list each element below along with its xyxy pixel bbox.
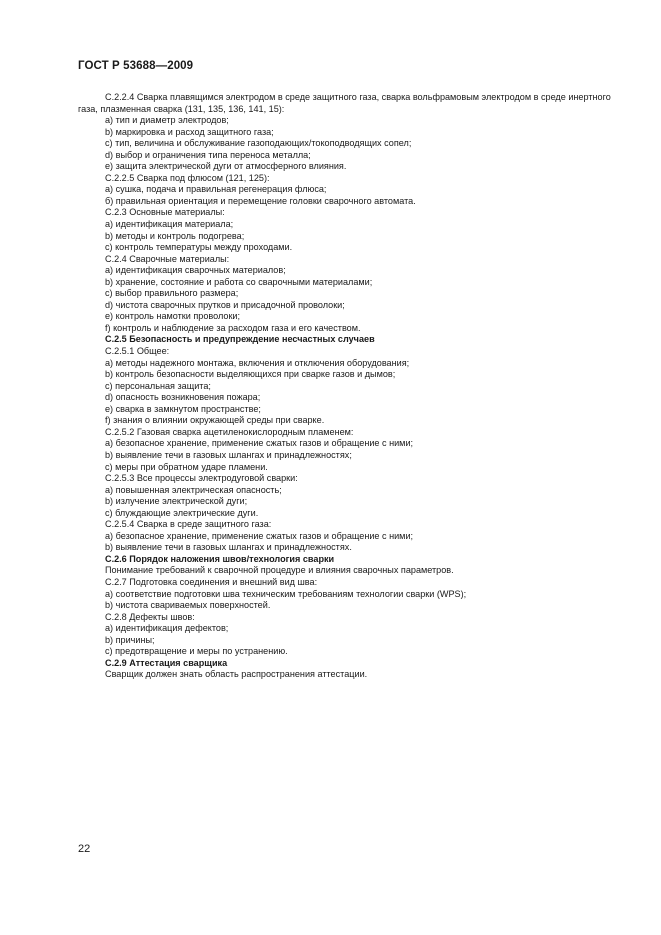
text-line: b) хранение, состояние и работа со сварочными материалами; — [105, 276, 373, 287]
text-line: d) выбор и ограничения типа переноса металла; — [105, 149, 311, 160]
text-line: e) защита электрической дуги от атмосферного влияния. — [105, 161, 347, 172]
text-line: C.2.5.2 Газовая сварка ацетиленокислородным пламенем: — [105, 426, 354, 437]
text-line: c) блуждающие электрические дуги. — [105, 507, 259, 518]
text-line: a) безопасное хранение, применение сжатых газов и обращение с ними; — [105, 438, 414, 449]
section-heading: C.2.6 Порядок наложения швов/технология сварки — [105, 553, 335, 564]
text-line: b) контроль безопасности выделяющихся при сварке газов и дымов; — [105, 369, 396, 380]
text-line: e) контроль намотки проволоки; — [105, 311, 241, 322]
text-line: Сварщик должен знать область распространения аттестации. — [105, 669, 368, 680]
section-heading: C.2.9 Аттестация сварщика — [105, 657, 228, 668]
text-line: б) правильная ориентация и перемещение головки сварочного автомата. — [105, 195, 416, 206]
text-line: a) идентификация материала; — [105, 219, 234, 230]
text-line: f) знания о влиянии окружающей среды при сварке. — [105, 415, 325, 426]
text-line: b) методы и контроль подогрева; — [105, 230, 245, 241]
text-line: b) выявление течи в газовых шлангах и принадлежностях; — [105, 449, 352, 460]
text-line: C.2.5.3 Все процессы электродуговой сварки: — [105, 473, 298, 484]
text-line: a) безопасное хранение, применение сжатых газов и обращение с ними; — [105, 530, 414, 541]
text-line: b) маркировка и расход защитного газа; — [105, 126, 274, 137]
text-line: c) тип, величина и обслуживание газоподающих/токоподводящих сопел; — [105, 138, 412, 149]
text-line: b) причины; — [105, 634, 155, 645]
text-line: c) выбор правильного размера; — [105, 288, 239, 299]
text-line: a) методы надежного монтажа, включения и отключения оборудования; — [105, 357, 410, 368]
text-line: C.2.3 Основные материалы: — [105, 207, 225, 218]
section-heading: C.2.5 Безопасность и предупреждение несчастных случаев — [105, 334, 375, 345]
text-line: C.2.4 Сварочные материалы: — [105, 253, 230, 264]
text-line: Понимание требований к сварочной процедуре и влияния сварочных параметров. — [105, 565, 454, 576]
text-line: C.2.8 Дефекты швов: — [105, 611, 195, 622]
text-line: c) персональная защита; — [105, 380, 211, 391]
text-line: a) соответствие подготовки шва техническим требованиям технологии сварки (WPS); — [105, 588, 467, 599]
text-line: C.2.2.5 Сварка под флюсом (121, 125): — [105, 172, 270, 183]
document-header: ГОСТ Р 53688—2009 — [78, 60, 194, 72]
text-line: d) опасность возникновения пожара; — [105, 392, 261, 403]
text-line: C.2.5.4 Сварка в среде защитного газа: — [105, 519, 272, 530]
text-line: c) меры при обратном ударе пламени. — [105, 461, 268, 472]
document-body — [78, 92, 617, 681]
page-number: 22 — [78, 843, 91, 855]
text-line: b) чистота свариваемых поверхностей. — [105, 600, 271, 611]
text-line: a) повышенная электрическая опасность; — [105, 484, 282, 495]
text-line: C.2.7 Подготовка соединения и внешний вид шва: — [105, 576, 318, 587]
text-line: b) выявление течи в газовых шлангах и принадлежностях. — [105, 542, 352, 553]
text-line: a) тип и диаметр электродов; — [105, 115, 229, 126]
text-line: a) идентификация сварочных материалов; — [105, 265, 286, 276]
text-line: C.2.5.1 Общее: — [105, 346, 170, 357]
text-line: c) контроль температуры между проходами. — [105, 242, 293, 253]
text-line: f) контроль и наблюдение за расходом газа и его качеством. — [105, 322, 361, 333]
text-line: b) излучение электрической дуги; — [105, 496, 248, 507]
text-line: c) предотвращение и меры по устранению. — [105, 646, 288, 657]
text-line: e) сварка в замкнутом пространстве; — [105, 403, 261, 414]
paragraph: C.2.2.4 Сварка плавящимся электродом в среде защитного газа, сварка вольфрамовым электродом в среде инертного газа, плазменная сварка (131, 135, 136, 141, 15): — [78, 92, 611, 114]
text-line: a) идентификация дефектов; — [105, 623, 229, 634]
text-line: d) чистота сварочных прутков и присадочной проволоки; — [105, 299, 345, 310]
text-line: a) сушка, подача и правильная регенерация флюса; — [105, 184, 327, 195]
